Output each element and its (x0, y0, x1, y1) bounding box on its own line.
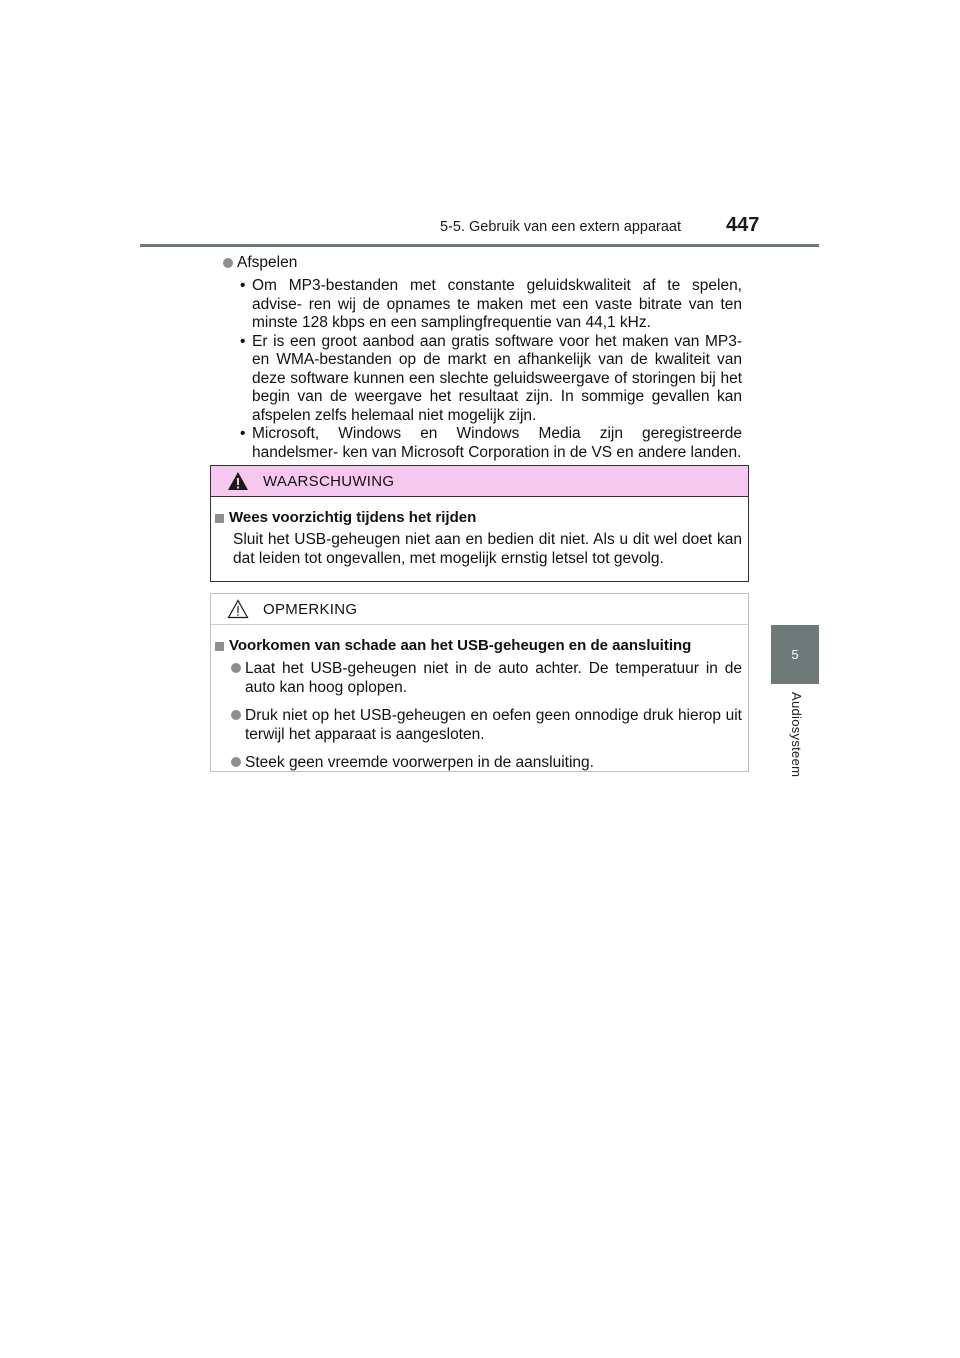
list-item (215, 659, 742, 697)
notice-item-text: Steek geen vreemde voorwerpen in de aansluiting. (245, 754, 594, 771)
square-bullet-icon (215, 514, 224, 523)
list-item (215, 706, 742, 744)
caution-triangle-icon (227, 599, 249, 619)
square-bullet-icon (215, 642, 224, 651)
notice-box (210, 593, 749, 772)
notice-header (211, 594, 748, 625)
list-item: • Om MP3-bestanden met constante geluidskwaliteit af te spelen, advise- ren wij de opnames te maken met een vaste bitrate van ten minste 128 kbps en een samplingfrequentie van 44,1 kHz. (210, 277, 750, 333)
warning-title: Wees voorzichtig tijdens het rijden (229, 509, 477, 526)
notice-item-text: Druk niet op het USB-geheugen en oefen geen onnodige druk hierop uit terwijl het apparaat is aangesloten. (245, 707, 742, 743)
chapter-label: Audiosysteem (789, 692, 804, 778)
bullet-dot-icon (231, 757, 241, 767)
warning-label: WAARSCHUWING (263, 472, 395, 490)
warning-title-row (215, 509, 742, 527)
notice-item-text: Laat het USB-geheugen niet in de auto achter. De temperatuur in de auto kan hoog oplopen. (245, 660, 742, 696)
playback-section (210, 253, 750, 462)
warning-box (210, 465, 749, 582)
warning-triangle-icon (227, 471, 249, 491)
chapter-number: 5 (791, 647, 799, 662)
header-rule (140, 244, 819, 247)
list-item: • Er is een groot aanbod aan gratis software voor het maken van MP3- en WMA-bestanden op de markt en afhankelijk van de kwaliteit van deze software kunnen een slechte geluidsweergave of storingen bij het begin van de weergave het resultaat zijn. In sommige gevallen kan afspelen zelfs helemaal niet mogelijk zijn. (210, 333, 750, 426)
list-item (215, 753, 742, 772)
section-title: 5-5. Gebruik van een extern apparaat (440, 219, 682, 235)
notice-label: OPMERKING (263, 600, 358, 618)
playback-bullets (210, 277, 750, 462)
warning-header (211, 466, 748, 497)
bullet-dot-icon (231, 710, 241, 720)
chapter-tab (771, 625, 819, 684)
notice-title-row (215, 637, 742, 655)
notice-list (215, 659, 742, 772)
notice-title: Voorkomen van schade aan het USB-geheugen en de aansluiting (229, 637, 692, 654)
playback-heading (223, 253, 750, 272)
playback-title: Afspelen (237, 254, 298, 271)
bullet-dot-icon (223, 258, 233, 268)
warning-text: Sluit het USB-geheugen niet aan en bedien dit niet. Als u dit wel doet kan dat leiden tot ongevallen, met mogelijk ernstig letsel tot gevolg. (233, 531, 742, 567)
list-item: • Microsoft, Windows en Windows Media zijn geregistreerde handelsmer- ken van Microsoft Corporation in de VS en andere landen. (210, 425, 750, 462)
bullet-dot-icon (231, 663, 241, 673)
page-number: 447 (726, 214, 760, 236)
